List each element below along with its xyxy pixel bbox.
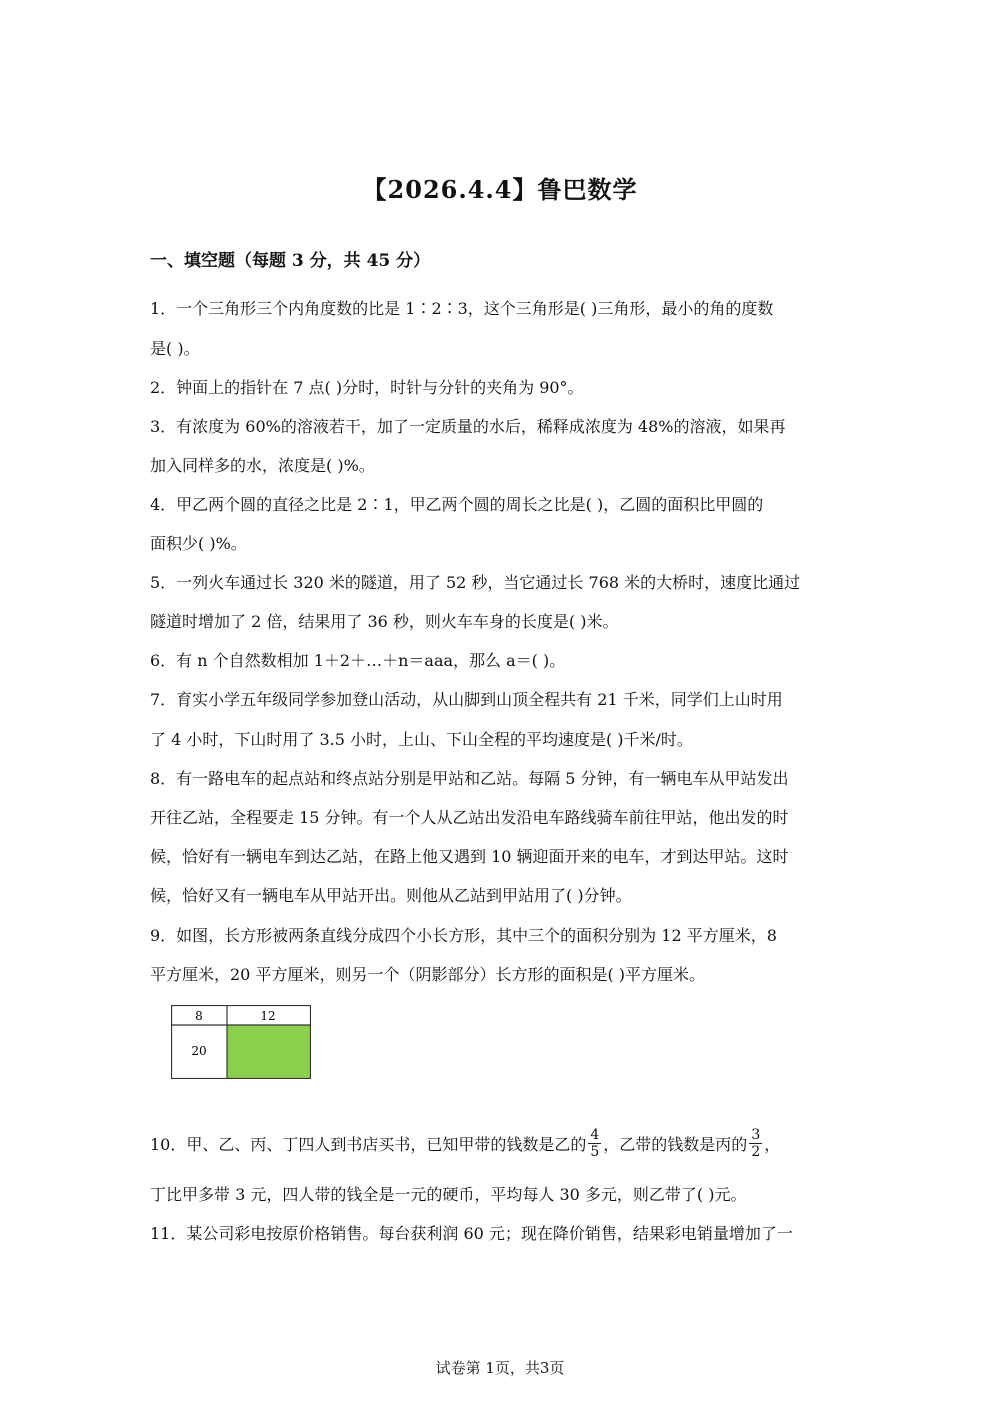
question-line	[150, 1129, 780, 1162]
question-line: 9．如图，长方形被两条直线分成四个小长方形，其中三个的面积分别为 12 平方厘米，8	[150, 926, 777, 945]
rectangle-figure	[171, 1005, 311, 1079]
question-line: 6．有 n 个自然数相加 1＋2＋…＋n＝aaa，那么 a＝( )。	[150, 651, 566, 670]
question-line: 2．钟面上的指针在 7 点( )分时，时针与分针的夹角为 90°。	[150, 378, 584, 397]
question-line: 11．某公司彩电按原价格销售。每台获利润 60 元；现在降价销售，结果彩电销量增加了一	[150, 1224, 793, 1243]
question-line: 7．育实小学五年级同学参加登山活动，从山脚到山顶全程共有 21 千米，同学们上山时用	[150, 690, 783, 709]
question-line: 开往乙站，全程要走 15 分钟。有一个人从乙站出发沿电车路线骑车前往甲站，他出发的时	[150, 808, 789, 827]
question-line: 3．有浓度为 60%的溶液若干，加了一定质量的水后，稀释成浓度为 48%的溶液，如果再	[150, 417, 786, 436]
q10-text-part2: ，乙带的钱数是丙的	[603, 1135, 748, 1154]
fraction-numerator: 4	[590, 1127, 600, 1143]
q10-text-part3: ，	[764, 1135, 781, 1154]
fraction	[749, 1127, 762, 1160]
question-line: 候，恰好又有一辆电车从甲站开出。则他从乙站到甲站用了( )分钟。	[150, 886, 632, 905]
question-line: 4．甲乙两个圆的直径之比是 2∶1，甲乙两个圆的周长之比是( )，乙圆的面积比甲圆的	[150, 495, 764, 514]
page-footer: 试卷第 1页，共3页	[435, 1359, 565, 1377]
question-line: 加入同样多的水，浓度是( )%。	[150, 456, 375, 475]
q10-text-part1: 10．甲、乙、丙、丁四人到书店买书，已知甲带的钱数是乙的	[150, 1135, 587, 1154]
question-line: 1．一个三角形三个内角度数的比是 1∶2∶3，这个三角形是( )三角形，最小的角的度数	[150, 299, 774, 318]
question-line: 面积少( )%。	[150, 534, 247, 553]
section-heading: 一、填空题（每题 3 分，共 45 分）	[150, 251, 431, 271]
page-title: 【2026.4.4】鲁巴数学	[362, 175, 638, 204]
question-line: 5．一列火车通过长 320 米的隧道，用了 52 秒，当它通过长 768 米的大桥时，速度比通过	[150, 573, 801, 592]
shaded-rectangle	[227, 1025, 310, 1078]
question-line: 隧道时增加了 2 倍，结果用了 36 秒，则火车车身的长度是( )米。	[150, 612, 619, 631]
area-label-top-right: 12	[260, 1009, 276, 1023]
question-line: 丁比甲多带 3 元，四人带的钱全是一元的硬币，平均每人 30 多元，则乙带了( )元。	[150, 1185, 747, 1204]
question-line: 了 4 小时，下山时用了 3.5 小时，上山、下山全程的平均速度是( )千米/时。	[150, 730, 693, 749]
question-line: 8．有一路电车的起点站和终点站分别是甲站和乙站。每隔 5 分钟，有一辆电车从甲站发出	[150, 769, 789, 788]
question-line: 平方厘米，20 平方厘米，则另一个（阴影部分）长方形的面积是( )平方厘米。	[150, 965, 706, 984]
fraction-numerator: 3	[751, 1127, 761, 1143]
question-line: 是( )。	[150, 339, 200, 358]
fraction	[588, 1127, 601, 1160]
fraction-denominator: 2	[751, 1144, 761, 1160]
area-label-top-left: 8	[195, 1009, 203, 1023]
area-label-bottom-left: 20	[191, 1044, 207, 1058]
fraction-denominator: 5	[590, 1144, 600, 1160]
question-line: 候，恰好有一辆电车到达乙站，在路上他又遇到 10 辆迎面开来的电车，才到达甲站。这时	[150, 847, 789, 866]
